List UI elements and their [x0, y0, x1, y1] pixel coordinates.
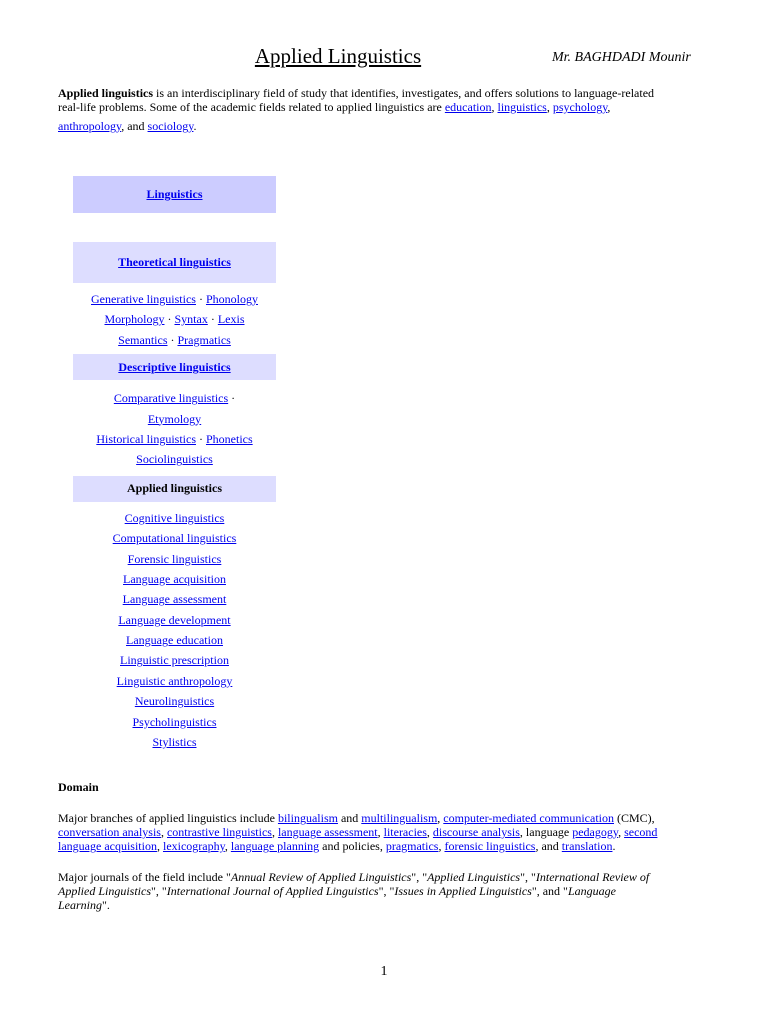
list-item: Historical linguistics · Phonetics [96, 431, 253, 446]
navbox-title-link[interactable]: Linguistics [146, 187, 203, 201]
journals-line-2: Applied Linguistics", "International Journal of Applied Linguistics", "Issues in Applied Linguistics", and "Language [58, 884, 616, 898]
link-literacies[interactable]: literacies [383, 825, 427, 839]
link-forensic-linguistics[interactable]: Forensic linguistics [127, 551, 222, 566]
section-theoretical [73, 242, 276, 283]
link-contrastive-linguistics[interactable]: contrastive linguistics [166, 825, 272, 839]
page-number: 1 [380, 964, 388, 979]
list-item [73, 712, 276, 732]
author-name: Mr. BAGHDADI Mounir [552, 50, 691, 65]
list-item [73, 732, 276, 752]
link-psycholinguistics[interactable]: Psycholinguistics [132, 714, 217, 729]
link-lexicography[interactable]: lexicography [162, 839, 225, 853]
link-psychology[interactable]: psychology [552, 100, 608, 114]
link-education[interactable]: education [444, 100, 492, 114]
list-item [73, 691, 276, 711]
link-pragmatics-2[interactable]: pragmatics [385, 839, 439, 853]
linguistics-navbox [73, 176, 276, 752]
link-computer-mediated-communication[interactable]: computer-mediated communication [443, 811, 614, 825]
navbox-spacer [73, 213, 276, 242]
link-anthropology[interactable]: anthropology [58, 119, 122, 133]
branches-line-1: Major branches of applied linguistics include bilingualism and multilingualism, computer-mediated communication (CMC), [58, 811, 655, 825]
intro-line-1: Applied linguistics is an interdisciplinary field of study that identifies, investigates, and offers solutions to language-related [58, 86, 655, 100]
journals-line-3: Learning". [58, 898, 110, 912]
link-generative-linguistics[interactable]: Generative linguistics [91, 292, 196, 306]
link-forensic-linguistics-2[interactable]: forensic linguistics [444, 839, 536, 853]
applied-list [73, 502, 276, 753]
link-language-acquisition[interactable]: Language acquisition [123, 571, 226, 586]
intro-line-2: real-life problems. Some of the academic fields related to applied linguistics are education, linguistics, psychology, [58, 100, 611, 114]
link-lexis[interactable]: Lexis [217, 312, 245, 327]
section-applied [73, 476, 276, 502]
theoretical-linguistics-link[interactable]: Theoretical linguistics [118, 255, 231, 269]
intro-term: Applied linguistics [58, 86, 154, 100]
domain-heading: Domain [58, 780, 99, 794]
list-item [73, 549, 276, 569]
document-title: Applied Linguistics [254, 44, 422, 68]
list-item [73, 671, 276, 691]
section-descriptive [73, 354, 276, 380]
link-phonetics[interactable]: Phonetics [205, 431, 253, 446]
list-item [73, 610, 276, 630]
link-language-education[interactable]: Language education [126, 633, 223, 648]
link-morphology[interactable]: Morphology [104, 312, 165, 327]
descriptive-list [73, 380, 276, 476]
intro-paragraph [58, 86, 708, 133]
list-item [73, 569, 276, 589]
link-phonology[interactable]: Phonology [205, 292, 258, 306]
link-linguistic-prescription[interactable]: Linguistic prescription [120, 653, 229, 668]
link-semantics[interactable]: Semantics [118, 332, 168, 347]
list-item [73, 630, 276, 650]
link-language-assessment[interactable]: Language assessment [122, 592, 227, 607]
link-neurolinguistics[interactable]: Neurolinguistics [134, 694, 215, 709]
link-linguistic-anthropology[interactable]: Linguistic anthropology [116, 673, 233, 688]
link-bilingualism[interactable]: bilingualism [277, 811, 338, 825]
list-item [73, 508, 276, 528]
link-second[interactable]: second [624, 825, 658, 839]
intro-line-3: anthropology, and sociology. [58, 119, 197, 133]
list-item: Comparative linguistics · [113, 391, 236, 406]
list-item: Semantics · Pragmatics [118, 332, 231, 347]
link-multilingualism[interactable]: multilingualism [361, 811, 438, 825]
link-discourse-analysis[interactable]: discourse analysis [432, 825, 520, 839]
branches-line-3: language acquisition, lexicography, language planning and policies, pragmatics, forensic linguistics, and translation. [58, 839, 616, 853]
link-etymology[interactable]: Etymology [147, 411, 202, 426]
list-item [73, 449, 276, 469]
link-language-acquisition-2[interactable]: language acquisition [58, 839, 157, 853]
journals-paragraph [58, 870, 710, 912]
link-language-assessment-2[interactable]: language assessment [277, 825, 378, 839]
list-item [73, 650, 276, 670]
link-sociolinguistics[interactable]: Sociolinguistics [136, 452, 213, 467]
link-computational-linguistics[interactable]: Computational linguistics [112, 531, 237, 546]
link-sociology[interactable]: sociology [147, 119, 194, 133]
theoretical-list [73, 283, 276, 354]
link-syntax[interactable]: Syntax [174, 312, 208, 327]
link-historical-linguistics[interactable]: Historical linguistics [96, 431, 196, 446]
list-item: Morphology · Syntax · Lexis [104, 312, 245, 327]
link-language-development[interactable]: Language development [118, 612, 231, 627]
descriptive-linguistics-link[interactable]: Descriptive linguistics [118, 359, 231, 374]
list-item [73, 528, 276, 548]
list-item [73, 589, 276, 609]
link-cognitive-linguistics[interactable]: Cognitive linguistics [124, 510, 225, 525]
journals-line-1: Major journals of the field include "Annual Review of Applied Linguistics", "Applied Linguistics", "International Review of [58, 870, 650, 884]
link-linguistics[interactable]: linguistics [497, 100, 547, 114]
applied-linguistics-heading: Applied linguistics [126, 481, 223, 496]
list-item [73, 409, 276, 429]
navbox-title [73, 176, 276, 213]
link-comparative-linguistics[interactable]: Comparative linguistics [113, 391, 229, 406]
link-translation[interactable]: translation [561, 839, 613, 853]
list-item: Generative linguistics · Phonology [91, 292, 258, 306]
link-pragmatics[interactable]: Pragmatics [177, 332, 231, 347]
link-conversation-analysis[interactable]: conversation analysis [58, 825, 161, 839]
link-language-planning[interactable]: language planning [230, 839, 320, 853]
branches-paragraph [58, 811, 710, 853]
link-pedagogy[interactable]: pedagogy [572, 825, 619, 839]
link-stylistics[interactable]: Stylistics [152, 735, 197, 750]
branches-line-2: conversation analysis, contrastive linguistics, language assessment, literacies, discourse analysis, language pedagogy, second [58, 825, 658, 839]
